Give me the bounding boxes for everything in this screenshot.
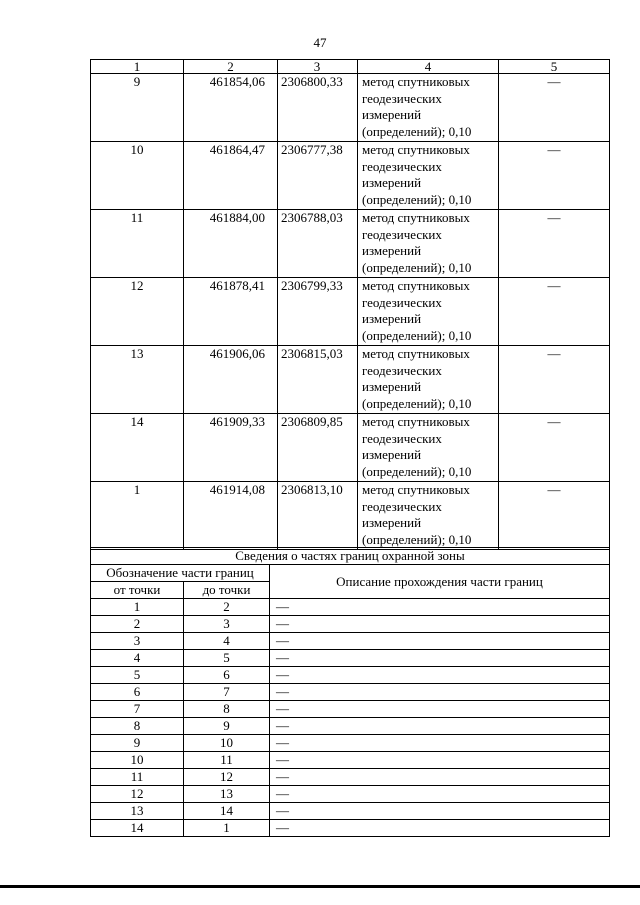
header-cell-1: 1 — [91, 60, 184, 74]
method-line: метод спутниковых — [362, 414, 470, 429]
description-cell: — — [270, 667, 610, 684]
desc-header: Описание прохождения части границ — [270, 565, 610, 599]
description-cell: — — [270, 599, 610, 616]
to-point-cell: 6 — [184, 667, 270, 684]
description-cell: — — [270, 718, 610, 735]
from-point-cell: 11 — [91, 769, 184, 786]
col5-cell: — — [499, 142, 610, 210]
x-coordinate-cell: 461878,41 — [184, 278, 278, 346]
from-header: от точки — [91, 582, 184, 599]
method-cell — [358, 210, 499, 278]
from-point-cell: 5 — [91, 667, 184, 684]
method-line: метод спутниковых — [362, 74, 470, 89]
parts-title: Сведения о частях границ охранной зоны — [91, 548, 610, 565]
point-number-cell: 10 — [91, 142, 184, 210]
method-line: (определений); 0,10 — [362, 395, 472, 411]
method-line: геодезических — [362, 294, 442, 310]
table-row — [91, 142, 610, 210]
from-point-cell: 2 — [91, 616, 184, 633]
method-line: геодезических — [362, 430, 442, 446]
page-number: 47 — [313, 35, 327, 50]
col5-cell: — — [499, 482, 610, 550]
point-number-cell: 14 — [91, 414, 184, 482]
to-point-cell: 14 — [184, 803, 270, 820]
method-line: измерений — [362, 515, 422, 531]
to-point-cell: 9 — [184, 718, 270, 735]
to-point-cell: 5 — [184, 650, 270, 667]
table-row — [91, 346, 610, 414]
parts-table-body — [91, 548, 610, 837]
to-header: до точки — [184, 582, 270, 599]
points-header-row — [91, 60, 610, 74]
points-table — [90, 59, 610, 550]
col5-cell: — — [499, 210, 610, 278]
to-point-cell: 4 — [184, 633, 270, 650]
method-line: (определений); 0,10 — [362, 123, 472, 139]
method-line: измерений — [362, 447, 422, 463]
col5-cell: — — [499, 346, 610, 414]
header-cell-3: 3 — [278, 60, 358, 74]
from-point-cell: 9 — [91, 735, 184, 752]
method-line: метод спутниковых — [362, 346, 470, 361]
description-cell: — — [270, 684, 610, 701]
description-cell: — — [270, 803, 610, 820]
point-number-cell: 13 — [91, 346, 184, 414]
y-coordinate-cell: 2306815,03 — [278, 346, 358, 414]
to-point-cell: 2 — [184, 599, 270, 616]
col5-cell: — — [499, 74, 610, 142]
to-point-cell: 8 — [184, 701, 270, 718]
method-line: (определений); 0,10 — [362, 191, 472, 207]
from-point-cell: 6 — [91, 684, 184, 701]
method-cell — [358, 142, 499, 210]
parts-table — [90, 547, 610, 837]
x-coordinate-cell: 461906,06 — [184, 346, 278, 414]
method-line: (определений); 0,10 — [362, 327, 472, 343]
table-row — [91, 74, 610, 142]
from-point-cell: 3 — [91, 633, 184, 650]
table-row — [91, 769, 610, 786]
table-row — [91, 278, 610, 346]
table-row — [91, 701, 610, 718]
method-line: геодезических — [362, 90, 442, 106]
method-cell — [358, 414, 499, 482]
from-point-cell: 10 — [91, 752, 184, 769]
point-number-cell: 1 — [91, 482, 184, 550]
to-point-cell: 12 — [184, 769, 270, 786]
y-coordinate-cell: 2306788,03 — [278, 210, 358, 278]
description-cell: — — [270, 735, 610, 752]
description-cell: — — [270, 752, 610, 769]
table-row — [91, 599, 610, 616]
table-row — [91, 482, 610, 550]
description-cell: — — [270, 701, 610, 718]
description-cell: — — [270, 820, 610, 837]
y-coordinate-cell: 2306813,10 — [278, 482, 358, 550]
method-line: измерений — [362, 175, 422, 191]
to-point-cell: 11 — [184, 752, 270, 769]
description-cell: — — [270, 769, 610, 786]
method-line: геодезических — [362, 226, 442, 242]
from-point-cell: 14 — [91, 820, 184, 837]
table-row — [91, 803, 610, 820]
method-line: геодезических — [362, 158, 442, 174]
description-cell: — — [270, 650, 610, 667]
method-line: измерений — [362, 243, 422, 259]
table-row — [91, 667, 610, 684]
point-number-cell: 12 — [91, 278, 184, 346]
table-row — [91, 414, 610, 482]
method-cell — [358, 278, 499, 346]
col5-cell: — — [499, 278, 610, 346]
y-coordinate-cell: 2306777,38 — [278, 142, 358, 210]
to-point-cell: 1 — [184, 820, 270, 837]
to-point-cell: 3 — [184, 616, 270, 633]
table-row — [91, 616, 610, 633]
method-line: геодезических — [362, 498, 442, 514]
table-row — [91, 210, 610, 278]
to-point-cell: 7 — [184, 684, 270, 701]
from-point-cell: 13 — [91, 803, 184, 820]
header-cell-5: 5 — [499, 60, 610, 74]
header-cell-2: 2 — [184, 60, 278, 74]
parts-title-row — [91, 548, 610, 565]
table-row — [91, 752, 610, 769]
method-cell — [358, 346, 499, 414]
x-coordinate-cell: 461884,00 — [184, 210, 278, 278]
y-coordinate-cell: 2306799,33 — [278, 278, 358, 346]
method-line: метод спутниковых — [362, 278, 470, 293]
from-point-cell: 4 — [91, 650, 184, 667]
from-point-cell: 7 — [91, 701, 184, 718]
method-line: метод спутниковых — [362, 210, 470, 225]
header-cell-4: 4 — [358, 60, 499, 74]
method-line: измерений — [362, 107, 422, 123]
method-cell — [358, 74, 499, 142]
x-coordinate-cell: 461914,08 — [184, 482, 278, 550]
to-point-cell: 13 — [184, 786, 270, 803]
table-row — [91, 820, 610, 837]
y-coordinate-cell: 2306800,33 — [278, 74, 358, 142]
points-table-body — [91, 60, 610, 550]
point-number-cell: 9 — [91, 74, 184, 142]
x-coordinate-cell: 461864,47 — [184, 142, 278, 210]
from-point-cell: 1 — [91, 599, 184, 616]
method-line: (определений); 0,10 — [362, 531, 472, 547]
bottom-rule — [0, 885, 640, 888]
table-row — [91, 786, 610, 803]
y-coordinate-cell: 2306809,85 — [278, 414, 358, 482]
table-row — [91, 684, 610, 701]
method-line: метод спутниковых — [362, 142, 470, 157]
description-cell: — — [270, 633, 610, 650]
description-cell: — — [270, 786, 610, 803]
description-cell: — — [270, 616, 610, 633]
to-point-cell: 10 — [184, 735, 270, 752]
method-line: геодезических — [362, 362, 442, 378]
x-coordinate-cell: 461854,06 — [184, 74, 278, 142]
table-row — [91, 650, 610, 667]
method-line: (определений); 0,10 — [362, 463, 472, 479]
col5-cell: — — [499, 414, 610, 482]
x-coordinate-cell: 461909,33 — [184, 414, 278, 482]
from-point-cell: 8 — [91, 718, 184, 735]
table-row — [91, 735, 610, 752]
group-header: Обозначение части границ — [91, 565, 270, 582]
method-cell — [358, 482, 499, 550]
parts-group-header-row — [91, 565, 610, 582]
table-row — [91, 718, 610, 735]
point-number-cell: 11 — [91, 210, 184, 278]
from-point-cell: 12 — [91, 786, 184, 803]
method-line: измерений — [362, 311, 422, 327]
method-line: (определений); 0,10 — [362, 259, 472, 275]
method-line: метод спутниковых — [362, 482, 470, 497]
table-row — [91, 633, 610, 650]
method-line: измерений — [362, 379, 422, 395]
